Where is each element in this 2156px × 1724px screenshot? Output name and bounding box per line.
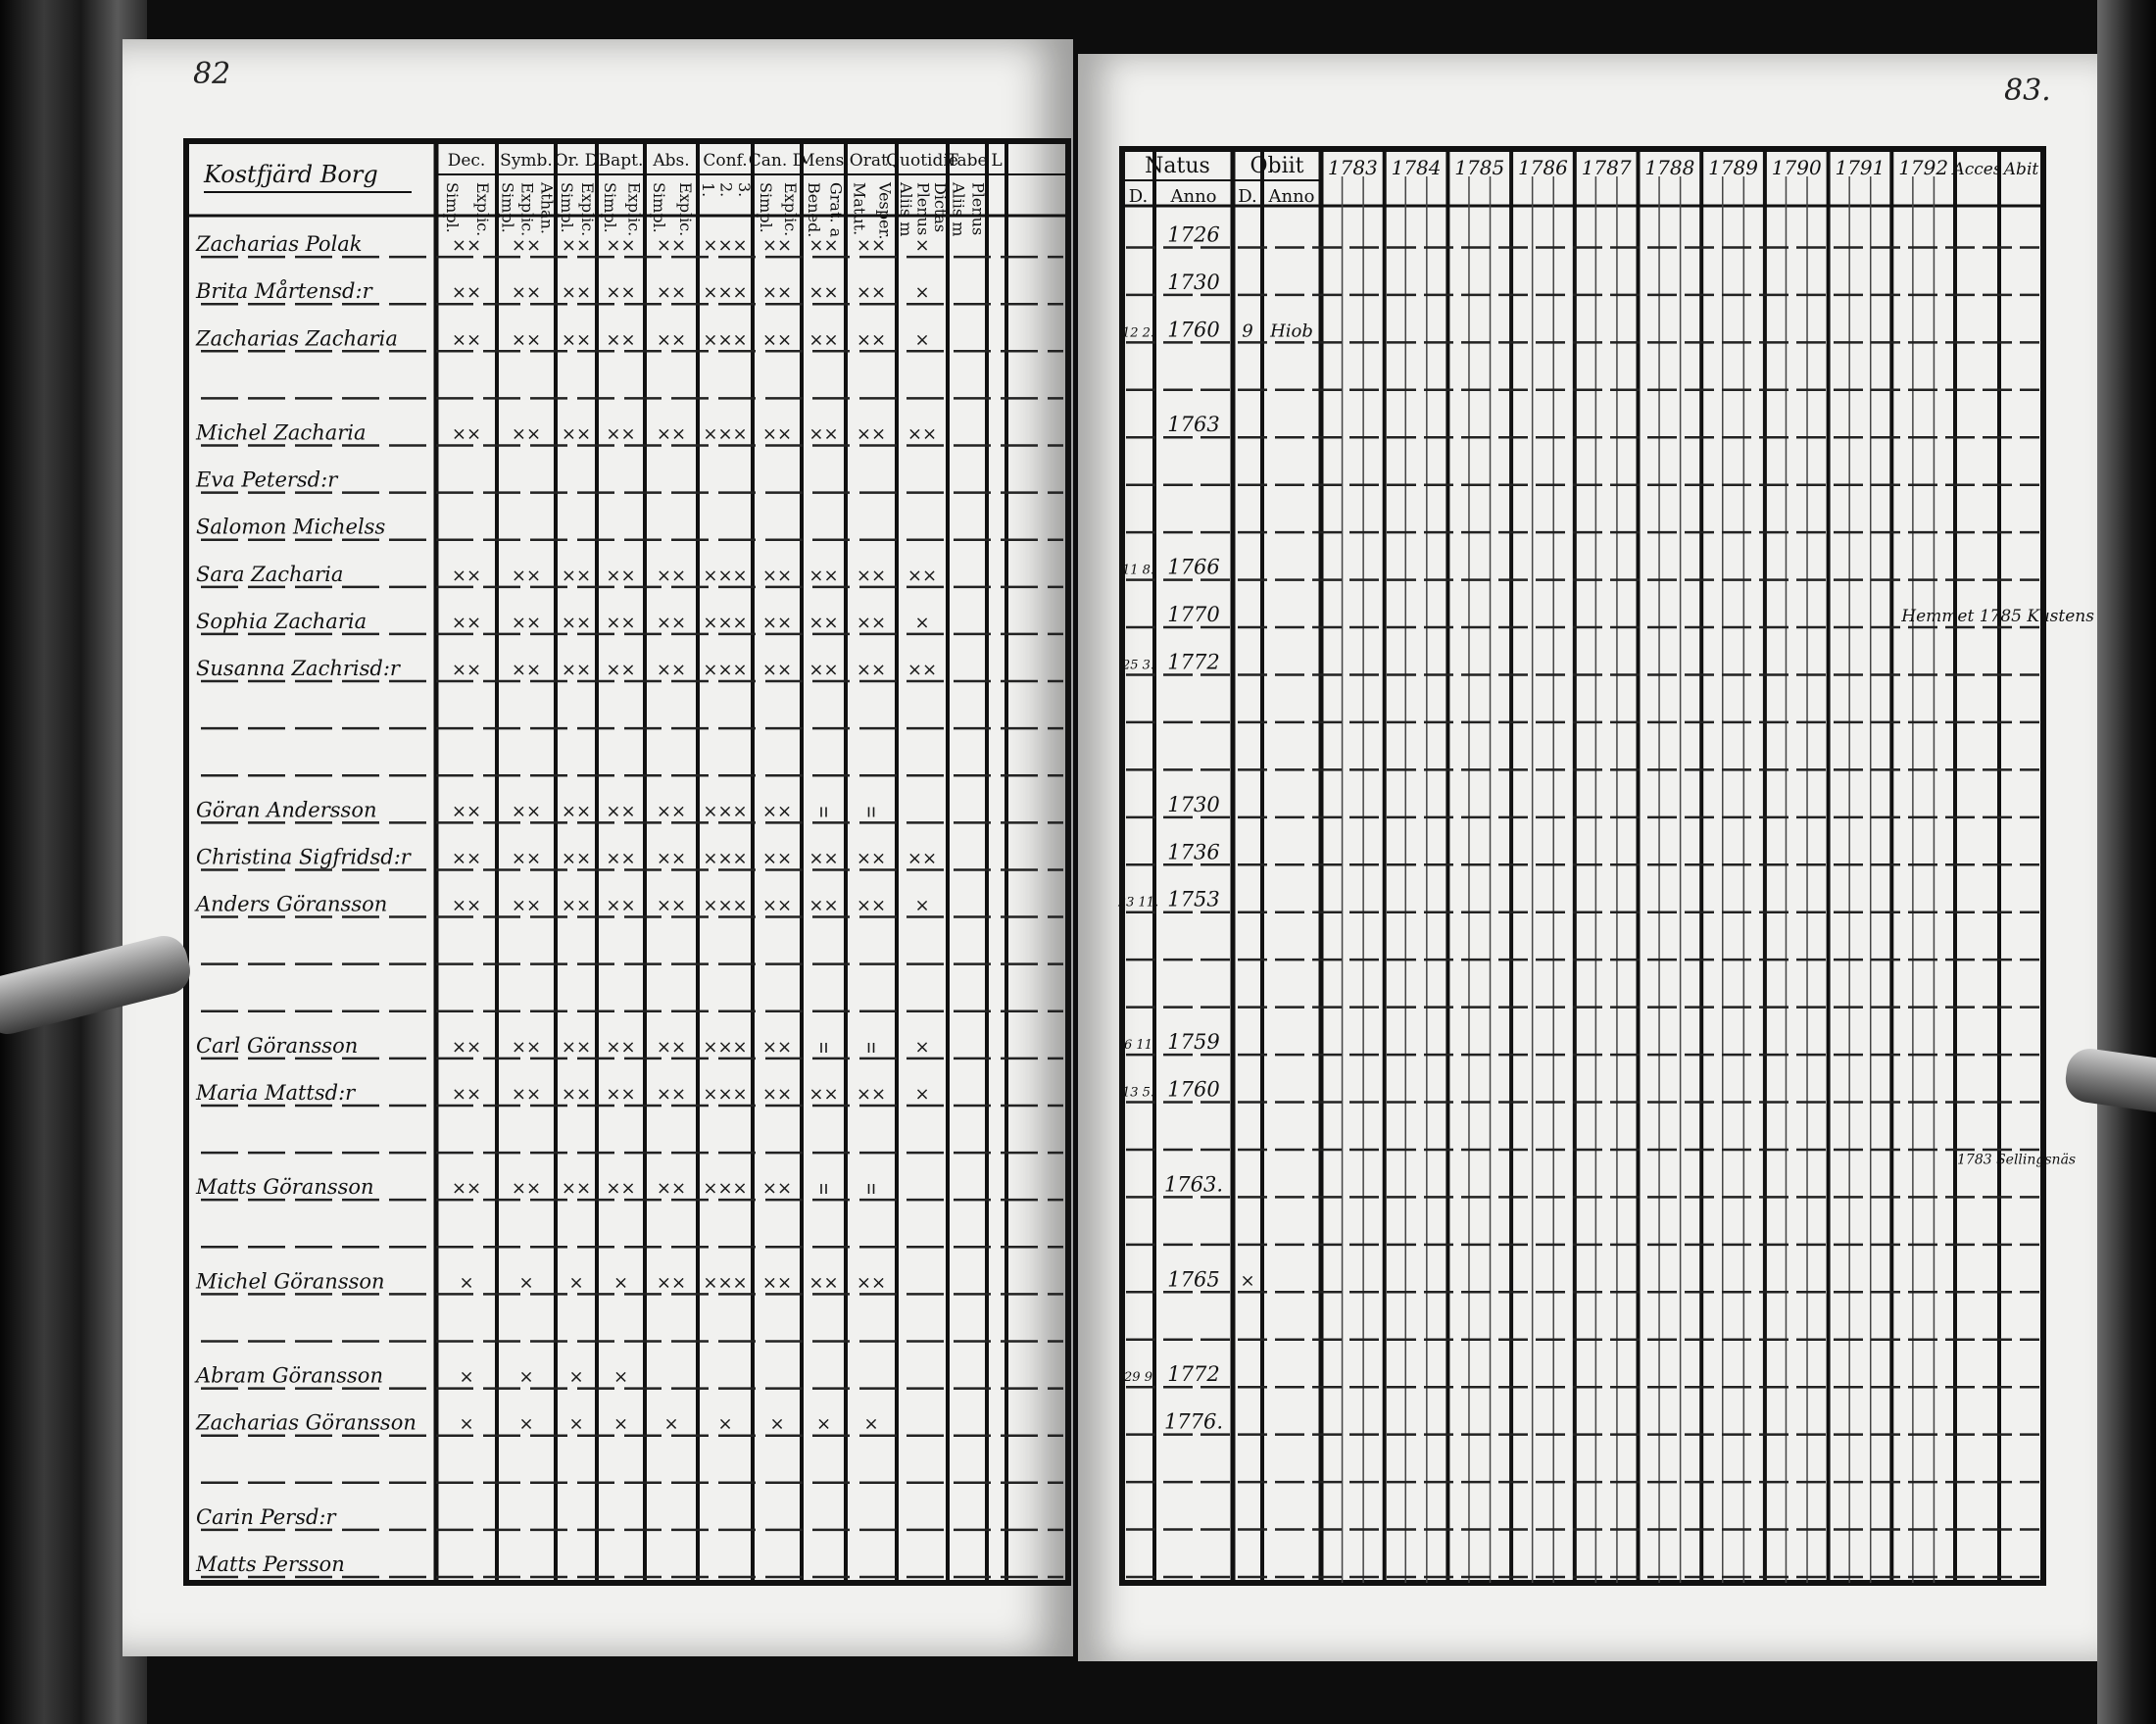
catechism-mark: ××	[511, 801, 542, 822]
catechism-mark: ××	[856, 565, 887, 586]
catechism-mark: ××	[451, 235, 482, 257]
catechism-mark: ××	[451, 848, 482, 869]
catechism-mark: ××	[511, 848, 542, 869]
column-header: Dec.	[447, 151, 486, 171]
catechism-mark: ××	[606, 848, 636, 869]
column-subheader: 3.	[735, 182, 755, 198]
column-subheader: Dictas	[930, 182, 950, 233]
year-header: 1790	[1771, 156, 1822, 179]
catechism-mark: ×××	[703, 1036, 748, 1058]
catechism-mark: ×	[518, 1413, 534, 1435]
catechism-mark: ×××	[703, 1083, 748, 1105]
catechism-mark: ××	[761, 565, 793, 586]
catechism-mark: ×××	[703, 895, 748, 916]
catechism-mark: ××	[808, 329, 839, 351]
column-subheader: Vesper.	[875, 182, 895, 240]
catechism-mark: ××	[511, 423, 542, 445]
catechism-mark: ×××	[703, 801, 748, 822]
column-subheader: Matut.	[850, 182, 869, 236]
column-subheader: Plenus	[913, 182, 933, 236]
catechism-mark: ××	[656, 565, 687, 586]
person-name: Brita Mårtensd:r	[196, 279, 372, 304]
catechism-mark: ıı	[865, 1178, 877, 1200]
catechism-mark: ××	[906, 660, 938, 681]
catechism-mark: ×	[459, 1413, 474, 1435]
column-subheader: 2.	[716, 182, 736, 198]
catechism-mark: ××	[561, 660, 592, 681]
catechism-mark: ××	[656, 801, 687, 822]
column-header: L	[991, 151, 1003, 171]
column-subheader: Simpl.	[558, 182, 576, 233]
obiit-day-header: D.	[1238, 186, 1257, 207]
column-subheader: Explic.	[578, 182, 597, 237]
catechism-mark: ×××	[703, 423, 748, 445]
year-header: 1792	[1898, 156, 1949, 179]
column-subheader: Simpl.	[443, 182, 462, 233]
catechism-mark: ××	[761, 235, 793, 257]
birth-day: 23 11.	[1117, 895, 1159, 911]
person-name: Christina Sigfridsd:r	[196, 845, 411, 869]
column-header: Mens.	[798, 151, 850, 171]
catechism-mark: ××	[606, 282, 636, 304]
birth-year: 1772	[1167, 1362, 1220, 1387]
catechism-mark: ××	[511, 660, 542, 681]
natus-header: Natus	[1145, 154, 1210, 178]
year-header: 1783	[1327, 156, 1378, 179]
column-subheader: Simpl.	[498, 182, 517, 233]
catechism-mark: ×	[568, 1413, 584, 1435]
catechism-mark: ××	[511, 1083, 542, 1105]
catechism-mark: ××	[451, 801, 482, 822]
catechism-mark: ×	[914, 1036, 930, 1058]
catechism-mark: ××	[856, 660, 887, 681]
catechism-mark: ××	[656, 1083, 687, 1105]
catechism-mark: ××	[808, 660, 839, 681]
column-header: Conf.	[703, 151, 748, 171]
catechism-mark: ××	[808, 1272, 839, 1294]
obiit-anno-header: Anno	[1268, 186, 1315, 207]
column-subheader: Explic.	[624, 182, 644, 237]
year-header: 1787	[1581, 156, 1632, 179]
catechism-mark: ××	[856, 895, 887, 916]
year-header: 1785	[1454, 156, 1505, 179]
catechism-mark: ××	[808, 282, 839, 304]
column-header: Or. D	[554, 151, 599, 171]
catechism-mark: ×	[459, 1366, 474, 1388]
column-subheader: Grat. a	[826, 182, 846, 238]
catechism-mark: ××	[856, 848, 887, 869]
catechism-mark: ××	[761, 660, 793, 681]
catechism-mark: ××	[761, 423, 793, 445]
catechism-mark: ××	[906, 848, 938, 869]
catechism-mark: ××	[761, 895, 793, 916]
column-subheader: Athan.	[537, 182, 557, 234]
year-header: 1791	[1835, 156, 1886, 179]
catechism-mark: ××	[808, 565, 839, 586]
catechism-mark: ×	[459, 1272, 474, 1294]
catechism-mark: ×	[914, 282, 930, 304]
catechism-mark: ×××	[703, 565, 748, 586]
catechism-mark: ıı	[818, 801, 829, 822]
catechism-mark: ×	[914, 1083, 930, 1105]
catechism-mark: ××	[606, 660, 636, 681]
person-name: Carin Persd:r	[196, 1504, 336, 1529]
catechism-mark: ××	[451, 1083, 482, 1105]
catechism-mark: ××	[856, 282, 887, 304]
marginal-note: 1783 Sellingsnäs	[1957, 1152, 2077, 1168]
obiit-header: Obiit	[1250, 154, 1304, 178]
birth-day: 25 3.	[1121, 658, 1155, 673]
person-name: Göran Andersson	[196, 798, 377, 822]
abiit-header: Abit	[2003, 160, 2039, 179]
death-year: Hiob	[1270, 320, 1313, 342]
catechism-mark: ××	[511, 565, 542, 586]
column-subheader: 1.	[698, 182, 717, 198]
birth-year: 1730	[1167, 792, 1220, 816]
column-header: Can. D	[748, 151, 807, 171]
person-name: Zacharias Zacharia	[196, 326, 398, 351]
catechism-mark: ×	[717, 1413, 733, 1435]
catechism-mark: ××	[606, 895, 636, 916]
person-name: Sara Zacharia	[196, 562, 344, 586]
catechism-mark: ×	[518, 1366, 534, 1388]
accessit-header: Acces	[1952, 160, 2002, 179]
catechism-mark: ×	[568, 1366, 584, 1388]
catechism-mark: ıı	[865, 801, 877, 822]
catechism-mark: ıı	[865, 1036, 877, 1058]
person-name: Susanna Zachrisd:r	[196, 657, 400, 681]
catechism-mark: ×××	[703, 1272, 748, 1294]
column-subheader: Aliis m	[897, 182, 916, 237]
catechism-mark: ××	[656, 423, 687, 445]
birth-year: 1736	[1167, 840, 1220, 864]
column-subheader: Explic.	[676, 182, 695, 237]
catechism-mark: ××	[856, 423, 887, 445]
column-header: Symb.	[500, 151, 553, 171]
catechism-mark: ××	[511, 282, 542, 304]
catechism-mark: ××	[656, 1272, 687, 1294]
catechism-mark: ××	[656, 660, 687, 681]
catechism-mark: ××	[561, 565, 592, 586]
catechism-mark: ××	[561, 1083, 592, 1105]
catechism-mark: ×	[612, 1413, 629, 1435]
column-subheader: Aliis m	[949, 182, 968, 237]
birth-day: 29 9	[1124, 1370, 1152, 1386]
birth-year: 1760	[1167, 318, 1220, 342]
catechism-mark: ××	[656, 235, 687, 257]
person-name: Carl Göransson	[196, 1033, 359, 1058]
catechism-mark: ××	[656, 848, 687, 869]
catechism-mark: ıı	[818, 1036, 829, 1058]
column-subheader: Explic.	[781, 182, 800, 237]
column-subheader: Simpl.	[650, 182, 668, 233]
catechism-mark: ××	[451, 1036, 482, 1058]
catechism-mark: ××	[511, 1036, 542, 1058]
death-day: 9	[1242, 320, 1253, 342]
birth-year: 1765	[1167, 1267, 1220, 1292]
catechism-mark: ××	[561, 895, 592, 916]
catechism-mark: ×	[914, 612, 930, 633]
catechism-mark: ××	[561, 801, 592, 822]
birth-year: 1763.	[1163, 1172, 1224, 1197]
left-page	[122, 39, 1073, 1656]
catechism-mark: ×	[863, 1413, 879, 1435]
person-name: Maria Mattsd:r	[196, 1080, 356, 1105]
catechism-mark: ××	[511, 895, 542, 916]
catechism-mark: ××	[451, 423, 482, 445]
catechism-mark: ××	[606, 565, 636, 586]
birth-year: 1766	[1167, 555, 1220, 579]
catechism-mark: ××	[451, 329, 482, 351]
column-subheader: Explic.	[473, 182, 492, 237]
right-page	[1078, 54, 2097, 1661]
catechism-mark: ××	[808, 895, 839, 916]
natus-anno-header: Anno	[1170, 186, 1217, 207]
person-name: Salomon Michelss	[196, 515, 386, 539]
catechism-mark: ×	[914, 329, 930, 351]
person-name: Zacharias Göransson	[196, 1410, 416, 1435]
catechism-mark: ××	[906, 565, 938, 586]
birth-year: 1770	[1167, 603, 1220, 627]
catechism-mark: ××	[808, 848, 839, 869]
column-header: Orat.	[849, 151, 894, 171]
catechism-mark: ××	[856, 329, 887, 351]
column-subheader: Simpl.	[757, 182, 775, 233]
catechism-mark: ××	[606, 1178, 636, 1200]
catechism-mark: ×	[568, 1272, 584, 1294]
catechism-mark: ××	[606, 329, 636, 351]
catechism-mark: ××	[561, 282, 592, 304]
birth-year: 1776.	[1163, 1409, 1224, 1434]
catechism-mark: ıı	[818, 1178, 829, 1200]
person-name: Anders Göransson	[196, 892, 388, 916]
catechism-mark: ××	[761, 1272, 793, 1294]
column-header: Quotidie	[886, 151, 958, 171]
column-subheader: Plenus	[968, 182, 988, 236]
birth-day: 12 2.	[1121, 325, 1155, 341]
page-number-right: 83.	[2004, 74, 2051, 108]
catechism-mark: ××	[561, 423, 592, 445]
catechism-mark: ××	[451, 612, 482, 633]
catechism-mark: ××	[656, 282, 687, 304]
catechism-mark: ××	[561, 1036, 592, 1058]
catechism-mark: ×	[663, 1413, 679, 1435]
column-subheader: Explic.	[517, 182, 537, 237]
book-binding-right	[2097, 0, 2156, 1724]
catechism-mark: ××	[656, 895, 687, 916]
catechism-mark: ××	[606, 801, 636, 822]
catechism-mark: ×××	[703, 1178, 748, 1200]
birth-year: 1763	[1167, 413, 1220, 437]
birth-year: 1730	[1167, 270, 1220, 294]
catechism-mark: ××	[761, 329, 793, 351]
catechism-mark: ××	[761, 612, 793, 633]
catechism-mark: ××	[656, 612, 687, 633]
natus-day-header: D.	[1128, 186, 1149, 207]
catechism-mark: ××	[808, 423, 839, 445]
person-name: Abram Göransson	[196, 1363, 383, 1388]
catechism-mark: ××	[606, 423, 636, 445]
page-number-left: 82	[193, 57, 231, 91]
catechism-mark: ××	[856, 1272, 887, 1294]
catechism-mark: ××	[856, 235, 887, 257]
birth-day: 13 5.	[1121, 1085, 1155, 1101]
person-name: Zacharias Polak	[196, 232, 363, 257]
left-register-table	[122, 39, 1073, 1656]
birth-day: 11 8.	[1121, 563, 1155, 578]
birth-year: 1759	[1167, 1030, 1220, 1055]
catechism-mark: ××	[808, 612, 839, 633]
catechism-mark: ××	[561, 235, 592, 257]
year-header: 1784	[1391, 156, 1442, 179]
catechism-mark: ××	[606, 612, 636, 633]
catechism-mark: ××	[561, 329, 592, 351]
catechism-mark: ××	[656, 1036, 687, 1058]
catechism-mark: ×	[914, 235, 930, 257]
left-table-title: Kostfjärd Borg	[204, 161, 378, 188]
catechism-mark: ××	[561, 612, 592, 633]
catechism-mark: ××	[856, 1083, 887, 1105]
catechism-mark: ××	[561, 1178, 592, 1200]
birth-year: 1760	[1167, 1077, 1220, 1102]
person-name: Matts Persson	[196, 1552, 345, 1576]
catechism-mark: ××	[451, 282, 482, 304]
catechism-mark: ××	[511, 235, 542, 257]
catechism-mark: ××	[761, 282, 793, 304]
catechism-mark: ××	[656, 1178, 687, 1200]
catechism-mark: ××	[761, 848, 793, 869]
column-subheader: Bened.	[804, 182, 823, 238]
year-header: 1789	[1708, 156, 1759, 179]
catechism-mark: ×××	[703, 612, 748, 633]
column-header: Bapt.	[598, 151, 644, 171]
catechism-mark: ××	[511, 329, 542, 351]
column-header: Abs.	[653, 151, 690, 171]
person-name: Matts Göransson	[196, 1175, 374, 1200]
person-name: Eva Petersd:r	[196, 468, 338, 492]
birth-year: 1726	[1167, 222, 1220, 247]
catechism-mark: ×××	[703, 848, 748, 869]
catechism-mark: ×××	[703, 660, 748, 681]
catechism-mark: ××	[606, 235, 636, 257]
person-name: Sophia Zacharia	[196, 609, 368, 633]
catechism-mark: ×	[769, 1413, 785, 1435]
catechism-mark: ××	[606, 1083, 636, 1105]
catechism-mark: ××	[761, 801, 793, 822]
catechism-mark: ××	[656, 329, 687, 351]
catechism-mark: ×××	[703, 235, 748, 257]
catechism-mark: ××	[761, 1083, 793, 1105]
death-day: ×	[1240, 1270, 1255, 1292]
catechism-mark: ×××	[703, 282, 748, 304]
column-header: Tabe	[947, 151, 988, 171]
catechism-mark: ××	[561, 848, 592, 869]
catechism-mark: ×	[518, 1272, 534, 1294]
catechism-mark: ×	[612, 1272, 629, 1294]
catechism-mark: ××	[451, 895, 482, 916]
person-name: Michel Zacharia	[196, 420, 367, 445]
catechism-mark: ××	[451, 565, 482, 586]
person-name: Michel Göransson	[196, 1269, 385, 1294]
marginal-note: Hemmet 1785 Kustens	[1901, 607, 2094, 627]
catechism-mark: ×	[815, 1413, 832, 1435]
catechism-mark: ××	[906, 423, 938, 445]
catechism-mark: ×	[612, 1366, 629, 1388]
column-subheader: Simpl.	[600, 182, 619, 233]
catechism-mark: ××	[856, 612, 887, 633]
catechism-mark: ××	[511, 612, 542, 633]
birth-year: 1772	[1167, 650, 1220, 674]
year-header: 1788	[1644, 156, 1695, 179]
birth-year: 1753	[1167, 887, 1220, 911]
catechism-mark: ××	[761, 1178, 793, 1200]
catechism-mark: ×××	[703, 329, 748, 351]
catechism-mark: ××	[511, 1178, 542, 1200]
catechism-mark: ××	[761, 1036, 793, 1058]
catechism-mark: ××	[451, 1178, 482, 1200]
catechism-mark: ×	[914, 895, 930, 916]
catechism-mark: ××	[808, 1083, 839, 1105]
birth-day: 6 11	[1124, 1038, 1152, 1054]
catechism-mark: ××	[606, 1036, 636, 1058]
catechism-mark: ××	[451, 660, 482, 681]
right-register-table	[1078, 54, 2097, 1661]
catechism-mark: ××	[808, 235, 839, 257]
year-header: 1786	[1517, 156, 1568, 179]
